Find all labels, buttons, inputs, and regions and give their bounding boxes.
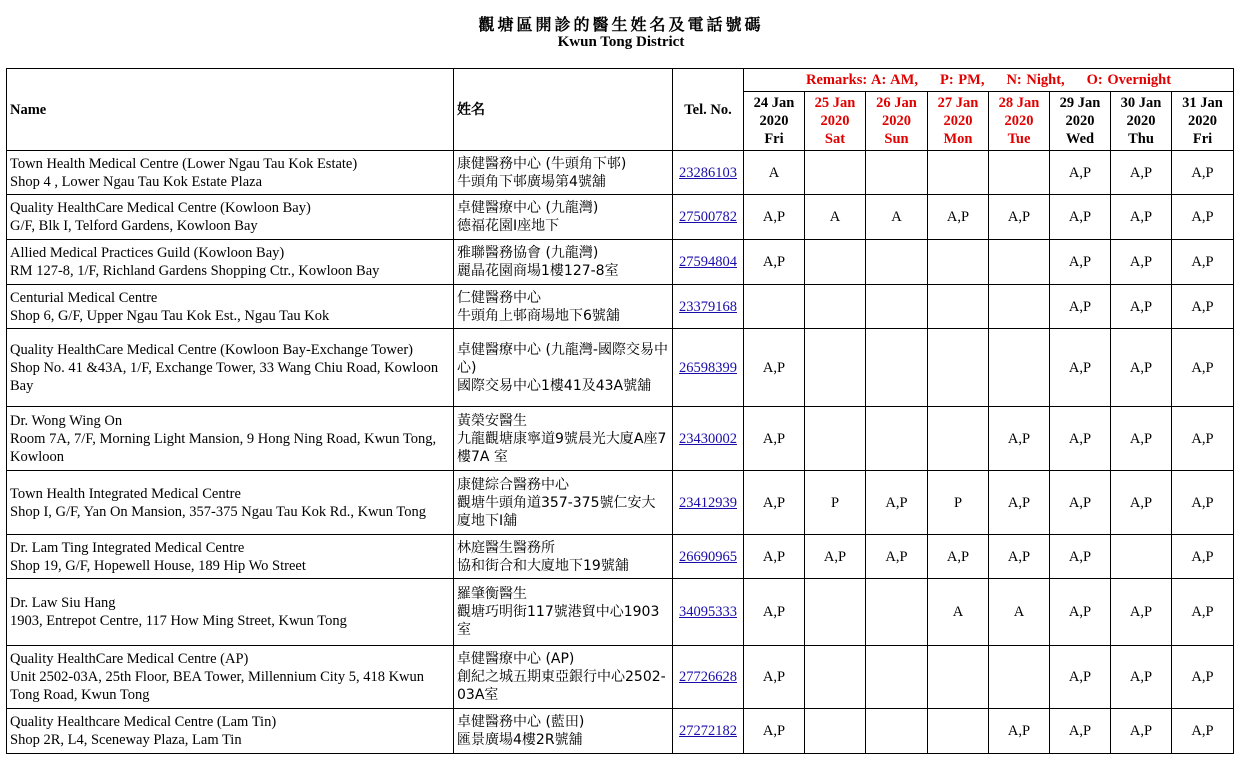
clinic-name: Quality HealthCare Medical Centre (Kowloon Bay) [10, 200, 311, 216]
session-cell-day-2 [805, 709, 866, 754]
session-cell-day-8: A,P [1172, 240, 1234, 285]
session-cell-day-3 [866, 407, 928, 471]
clinic-address: Shop 6, G/F, Upper Ngau Tau Kok Est., Ngau Tau Kok [10, 307, 330, 324]
session-cell-day-4 [928, 151, 989, 195]
session-cell-day-2 [805, 285, 866, 329]
session-cell-day-6: A,P [1050, 285, 1111, 329]
session-cell-day-4 [928, 407, 989, 471]
session-cell-day-5 [989, 151, 1050, 195]
clinic-name-zh-cell [454, 535, 673, 579]
day-header-date: 29 Jan [1059, 95, 1101, 111]
table-row [7, 579, 1234, 646]
clinic-name-zh: 卓健醫療中心 (九龍灣) [457, 200, 599, 216]
session-cell-day-1 [744, 285, 805, 329]
clinic-name: Quality HealthCare Medical Centre (Kowloon Bay-Exchange Tower) [10, 341, 413, 358]
session-cell-day-1: A [744, 151, 805, 195]
session-cell-day-2: A,P [805, 535, 866, 579]
day-header-weekday: Wed [1065, 131, 1095, 147]
table-row [7, 195, 1234, 240]
clinic-name: Quality Healthcare Medical Centre (Lam Tin) [10, 714, 277, 730]
session-cell-day-8: A,P [1172, 709, 1234, 754]
session-cell-day-8: A,P [1172, 285, 1234, 329]
clinic-name-cell [7, 709, 454, 754]
clinic-name-zh-cell [454, 329, 673, 407]
session-cell-day-3: A [866, 195, 928, 240]
tel-link[interactable]: 27500782 [679, 209, 737, 225]
clinic-address-zh: 牛頭角下邨廣場第4號舖 [457, 173, 606, 190]
remarks-overnight: O: Overnight [1086, 72, 1172, 88]
day-header-year: 2020 [820, 113, 850, 129]
session-cell-day-1: A,P [744, 407, 805, 471]
day-header-5 [989, 92, 1050, 151]
session-cell-day-5 [989, 240, 1050, 285]
table-row [7, 240, 1234, 285]
session-cell-day-5: A,P [989, 535, 1050, 579]
session-cell-day-5 [989, 329, 1050, 407]
session-cell-day-4 [928, 646, 989, 709]
session-cell-day-4: P [928, 471, 989, 535]
clinic-name-zh: 仁健醫務中心 [457, 289, 541, 306]
table-row [7, 646, 1234, 709]
clinic-schedule-table [6, 68, 1234, 754]
clinic-address: 1903, Entrepot Centre, 117 How Ming Street, Kwun Tong [10, 613, 347, 629]
clinic-name-cell [7, 535, 454, 579]
page-title-zh: 觀塘區開診的醫生姓名及電話號碼 [478, 15, 764, 34]
session-cell-day-2 [805, 151, 866, 195]
session-cell-day-2 [805, 240, 866, 285]
tel-cell [673, 471, 744, 535]
clinic-name-zh: 黃榮安醫生 [457, 412, 527, 429]
clinic-address-zh: 九龍觀塘康寧道9號晨光大廈A座7 樓7A 室 [457, 430, 667, 465]
session-cell-day-7: A,P [1111, 240, 1172, 285]
session-cell-day-8: A,P [1172, 329, 1234, 407]
tel-cell [673, 646, 744, 709]
tel-link[interactable]: 26690965 [679, 548, 737, 565]
day-header-3 [866, 92, 928, 151]
session-cell-day-5: A,P [989, 407, 1050, 471]
clinic-address-zh: 協和街合和大廈地下19號舖 [457, 557, 629, 574]
clinic-name-zh: 康健綜合醫務中心 [457, 476, 569, 493]
session-cell-day-7: A,P [1111, 329, 1172, 407]
clinic-name-cell [7, 195, 454, 240]
session-cell-day-8: A,P [1172, 535, 1234, 579]
table-row [7, 329, 1234, 407]
session-cell-day-3 [866, 240, 928, 285]
session-cell-day-5: A,P [989, 471, 1050, 535]
clinic-address: Shop No. 41 &43A, 1/F, Exchange Tower, 33 Wang Chiu Road, Kowloon Bay [10, 359, 439, 394]
session-cell-day-7 [1111, 535, 1172, 579]
clinic-name-cell [7, 240, 454, 285]
clinic-address-zh: 觀塘牛頭角道357-375號仁安大廈地下I舖 [457, 494, 656, 529]
clinic-name-zh-cell [454, 407, 673, 471]
session-cell-day-5: A [989, 579, 1050, 646]
clinic-name-zh: 卓健醫療中心 (九龍灣-國際交易中心) [457, 341, 668, 376]
clinic-address-zh: 國際交易中心1樓41及43A號舖 [457, 377, 652, 394]
table-row [7, 471, 1234, 535]
header-name: Name [7, 69, 454, 151]
day-header-date: 24 Jan [753, 95, 795, 111]
clinic-name-zh-cell [454, 471, 673, 535]
clinic-name: Town Health Integrated Medical Centre [10, 485, 241, 502]
tel-link[interactable]: 23379168 [679, 298, 737, 315]
session-cell-day-8: A,P [1172, 151, 1234, 195]
clinic-name-cell [7, 579, 454, 646]
day-header-6 [1050, 92, 1111, 151]
session-cell-day-3: A,P [866, 535, 928, 579]
tel-link[interactable]: 23286103 [679, 164, 737, 181]
clinic-name-zh-cell [454, 240, 673, 285]
tel-link[interactable]: 27272182 [679, 723, 737, 739]
day-header-weekday: Tue [1007, 131, 1031, 147]
session-cell-day-6: A,P [1050, 195, 1111, 240]
clinic-name-zh-cell [454, 646, 673, 709]
session-cell-day-5 [989, 285, 1050, 329]
session-cell-day-8: A,P [1172, 407, 1234, 471]
tel-cell [673, 535, 744, 579]
remarks-night: N: Night, [1006, 72, 1065, 88]
session-cell-day-3 [866, 579, 928, 646]
session-cell-day-6: A,P [1050, 709, 1111, 754]
session-cell-day-3 [866, 709, 928, 754]
session-cell-day-5: A,P [989, 709, 1050, 754]
clinic-name-zh: 卓健醫療中心 (AP) [457, 651, 575, 667]
clinic-name: Quality HealthCare Medical Centre (AP) [10, 651, 249, 667]
session-cell-day-4 [928, 329, 989, 407]
day-header-4 [928, 92, 989, 151]
session-cell-day-8: A,P [1172, 579, 1234, 646]
session-cell-day-7: A,P [1111, 195, 1172, 240]
tel-cell [673, 579, 744, 646]
remarks-legend [744, 69, 1234, 92]
session-cell-day-7: A,P [1111, 151, 1172, 195]
page-title-en: Kwun Tong District [557, 34, 685, 50]
session-cell-day-4 [928, 240, 989, 285]
day-header-date: 30 Jan [1120, 95, 1162, 111]
session-cell-day-2: A [805, 195, 866, 240]
clinic-address: RM 127-8, 1/F, Richland Gardens Shopping Ctr., Kowloon Bay [10, 263, 380, 279]
remarks-prefix: Remarks: [806, 72, 868, 88]
day-header-date: 31 Jan [1182, 95, 1223, 111]
session-cell-day-3 [866, 646, 928, 709]
session-cell-day-4: A [928, 579, 989, 646]
session-cell-day-7: A,P [1111, 579, 1172, 646]
clinic-name-cell [7, 329, 454, 407]
session-cell-day-8: A,P [1172, 646, 1234, 709]
day-header-year: 2020 [1004, 113, 1034, 129]
tel-cell [673, 195, 744, 240]
tel-cell [673, 151, 744, 195]
day-header-year: 2020 [943, 113, 973, 129]
table-row [7, 151, 1234, 195]
clinic-name-zh: 卓健醫務中心 (藍田) [457, 714, 585, 730]
tel-cell [673, 285, 744, 329]
session-cell-day-7: A,P [1111, 709, 1172, 754]
day-header-year: 2020 [1188, 113, 1218, 129]
session-cell-day-4 [928, 709, 989, 754]
clinic-name-zh-cell [454, 151, 673, 195]
clinic-address-zh: 創紀之城五期東亞銀行中心2502-03A室 [457, 669, 666, 703]
clinic-address: Unit 2502-03A, 25th Floor, BEA Tower, Millennium City 5, 418 Kwun Tong Road, Kwun Tong [10, 669, 425, 703]
tel-link[interactable]: 34095333 [679, 604, 737, 620]
tel-link[interactable]: 23430002 [679, 430, 737, 447]
table-row [7, 535, 1234, 579]
session-cell-day-4 [928, 285, 989, 329]
session-cell-day-2 [805, 407, 866, 471]
session-cell-day-7: A,P [1111, 285, 1172, 329]
day-header-year: 2020 [1065, 113, 1095, 129]
day-header-7 [1111, 92, 1172, 151]
tel-cell [673, 329, 744, 407]
clinic-name: Dr. Wong Wing On [10, 412, 123, 429]
session-cell-day-8: A,P [1172, 471, 1234, 535]
session-cell-day-6: A,P [1050, 329, 1111, 407]
clinic-address: G/F, Blk I, Telford Gardens, Kowloon Bay [10, 218, 258, 234]
table-row [7, 407, 1234, 471]
header-remarks-row [7, 69, 1234, 92]
session-cell-day-3 [866, 151, 928, 195]
clinic-name: Centurial Medical Centre [10, 289, 158, 306]
day-header-weekday: Fri [764, 131, 784, 147]
session-cell-day-3 [866, 329, 928, 407]
day-header-year: 2020 [882, 113, 911, 129]
day-header-weekday: Thu [1128, 131, 1154, 147]
remarks-am: A: AM, [871, 72, 918, 88]
session-cell-day-2 [805, 646, 866, 709]
table-row [7, 709, 1234, 754]
session-cell-day-6: A,P [1050, 646, 1111, 709]
session-cell-day-5: A,P [989, 195, 1050, 240]
session-cell-day-7: A,P [1111, 471, 1172, 535]
clinic-address: Shop 2R, L4, Sceneway Plaza, Lam Tin [10, 732, 242, 748]
clinic-name: Dr. Law Siu Hang [10, 595, 116, 611]
clinic-name-cell [7, 285, 454, 329]
day-header-weekday: Sun [884, 131, 909, 147]
table-body [7, 151, 1234, 754]
clinic-address-zh: 德福花園I座地下 [457, 218, 560, 234]
clinic-name: Dr. Lam Ting Integrated Medical Centre [10, 539, 245, 556]
tel-link[interactable]: 27594804 [679, 254, 737, 270]
day-header-date: 25 Jan [814, 95, 856, 111]
session-cell-day-7: A,P [1111, 407, 1172, 471]
session-cell-day-5 [989, 646, 1050, 709]
day-header-weekday: Mon [943, 131, 973, 147]
clinic-name: Town Health Medical Centre (Lower Ngau Tau Kok Estate) [10, 155, 358, 172]
session-cell-day-2 [805, 329, 866, 407]
clinic-name-zh-cell [454, 709, 673, 754]
day-header-1 [744, 92, 805, 151]
clinic-address-zh: 麗晶花園商場1樓127-8室 [457, 263, 619, 279]
clinic-name-cell [7, 646, 454, 709]
tel-link[interactable]: 27726628 [679, 669, 737, 685]
clinic-address: Shop 4 , Lower Ngau Tau Kok Estate Plaza [10, 173, 263, 190]
clinic-name-zh: 羅肇衡醫生 [457, 586, 527, 602]
session-cell-day-1: A,P [744, 709, 805, 754]
session-cell-day-1: A,P [744, 240, 805, 285]
clinic-address: Shop I, G/F, Yan On Mansion, 357-375 Ngau Tau Kok Rd., Kwun Tong [10, 503, 426, 520]
tel-link[interactable]: 26598399 [679, 359, 737, 376]
header-name-zh: 姓名 [454, 69, 673, 151]
remarks-pm: P: PM, [939, 72, 985, 88]
clinic-name-zh: 林庭醫生醫務所 [457, 539, 555, 556]
day-header-weekday: Fri [1192, 131, 1213, 147]
table-row [7, 285, 1234, 329]
session-cell-day-1: A,P [744, 579, 805, 646]
session-cell-day-6: A,P [1050, 407, 1111, 471]
session-cell-day-7: A,P [1111, 646, 1172, 709]
session-cell-day-2: P [805, 471, 866, 535]
session-cell-day-8: A,P [1172, 195, 1234, 240]
day-header-weekday: Sat [824, 131, 846, 147]
clinic-name: Allied Medical Practices Guild (Kowloon Bay) [10, 245, 285, 261]
session-cell-day-1: A,P [744, 195, 805, 240]
clinic-address-zh: 觀塘巧明街117號港貿中心1903室 [457, 604, 660, 638]
session-cell-day-3: A,P [866, 471, 928, 535]
session-cell-day-1: A,P [744, 535, 805, 579]
clinic-address: Room 7A, 7/F, Morning Light Mansion, 9 Hong Ning Road, Kwun Tong, Kowloon [10, 430, 437, 465]
tel-cell [673, 407, 744, 471]
clinic-name-cell [7, 471, 454, 535]
day-header-date: 26 Jan [876, 95, 917, 111]
clinic-name-cell [7, 151, 454, 195]
session-cell-day-2 [805, 579, 866, 646]
clinic-address-zh: 匯景廣場4樓2R號舖 [457, 732, 583, 748]
tel-cell [673, 709, 744, 754]
day-header-year: 2020 [1126, 113, 1156, 129]
session-cell-day-6: A,P [1050, 535, 1111, 579]
day-header-2 [805, 92, 866, 151]
session-cell-day-6: A,P [1050, 151, 1111, 195]
header-tel: Tel. No. [673, 69, 744, 151]
clinic-name-cell [7, 407, 454, 471]
day-header-8 [1172, 92, 1234, 151]
day-header-date: 27 Jan [937, 95, 979, 111]
clinic-address: Shop 19, G/F, Hopewell House, 189 Hip Wo Street [10, 557, 306, 574]
clinic-name-zh-cell [454, 579, 673, 646]
session-cell-day-4: A,P [928, 535, 989, 579]
clinic-name-zh: 康健醫務中心 (牛頭角下邨) [457, 155, 627, 172]
clinic-name-zh: 雅聯醫務協會 (九龍灣) [457, 245, 599, 261]
session-cell-day-6: A,P [1050, 471, 1111, 535]
session-cell-day-6: A,P [1050, 240, 1111, 285]
clinic-address-zh: 牛頭角上邨商場地下6號舖 [457, 307, 620, 324]
clinic-name-zh-cell [454, 195, 673, 240]
tel-cell [673, 240, 744, 285]
session-cell-day-1: A,P [744, 646, 805, 709]
day-header-year: 2020 [759, 113, 789, 129]
session-cell-day-3 [866, 285, 928, 329]
tel-link[interactable]: 23412939 [679, 494, 737, 511]
session-cell-day-6: A,P [1050, 579, 1111, 646]
day-header-date: 28 Jan [998, 95, 1040, 111]
session-cell-day-1: A,P [744, 471, 805, 535]
session-cell-day-1: A,P [744, 329, 805, 407]
clinic-name-zh-cell [454, 285, 673, 329]
session-cell-day-4: A,P [928, 195, 989, 240]
